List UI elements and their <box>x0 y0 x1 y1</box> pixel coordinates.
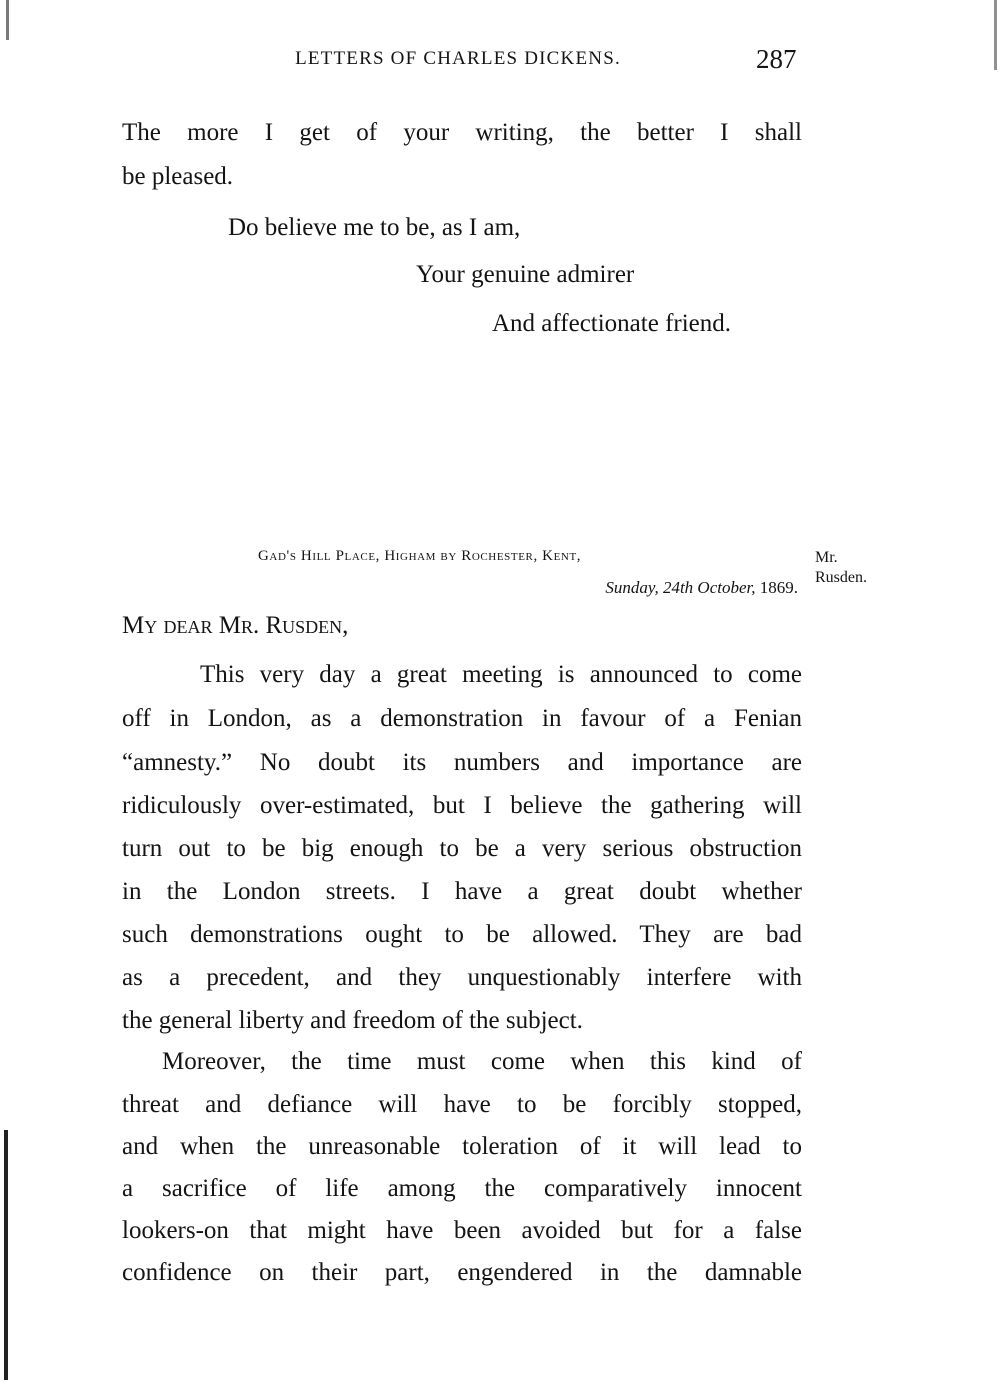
text-line: Moreover, the time must come when this kind of <box>162 1048 802 1075</box>
text-line: a sacrifice of life among the comparatively innocent <box>122 1175 802 1202</box>
text-line: “amnesty.” No doubt its numbers and importance are <box>122 749 802 776</box>
text-line: ridiculously over-estimated, but I believe the gathering will <box>122 792 802 819</box>
text-line: off in London, as a demonstration in favour of a Fenian <box>122 705 802 732</box>
closing-line: Your genuine admirer <box>416 261 635 288</box>
text-line: be pleased. <box>122 163 234 190</box>
letter-address: Gad's Hill Place, Higham by Rochester, Kent, <box>258 548 582 564</box>
margin-note-recipient: Mr. Rusden. <box>815 549 867 586</box>
running-title: LETTERS OF CHARLES DICKENS. <box>295 48 621 69</box>
text-line: in the London streets. I have a great doubt whether <box>122 878 802 905</box>
text-line: as a precedent, and they unquestionably interfere with <box>122 964 802 991</box>
text-line: and when the unreasonable toleration of it will lead to <box>122 1133 802 1160</box>
closing-line: Do believe me to be, as I am, <box>228 214 521 241</box>
text-line: confidence on their part, engendered in the damnable <box>122 1259 802 1286</box>
letter-date-year: 1869. <box>759 578 798 597</box>
text-line: turn out to be big enough to be a very serious obstruction <box>122 835 802 862</box>
text-line: lookers-on that might have been avoided but for a false <box>122 1217 802 1244</box>
scan-edge-right <box>994 0 997 70</box>
text-line: This very day a great meeting is announced to come <box>200 661 802 688</box>
closing-line: And affectionate friend. <box>492 310 732 337</box>
text-line: such demonstrations ought to be allowed. They are bad <box>122 921 802 948</box>
scan-edge-left <box>4 1130 8 1380</box>
salutation: My dear Mr. Rusden, <box>122 612 349 639</box>
page-number: 287 <box>756 44 797 74</box>
text-line: the general liberty and freedom of the subject. <box>122 1007 583 1034</box>
letter-date <box>470 578 798 598</box>
text-line: The more I get of your writing, the better I shall <box>122 119 802 146</box>
letter-date-weekday: Sunday, 24th October, <box>605 578 756 597</box>
text-line: threat and defiance will have to be forcibly stopped, <box>122 1091 802 1118</box>
scan-edge-top-left <box>6 0 9 40</box>
